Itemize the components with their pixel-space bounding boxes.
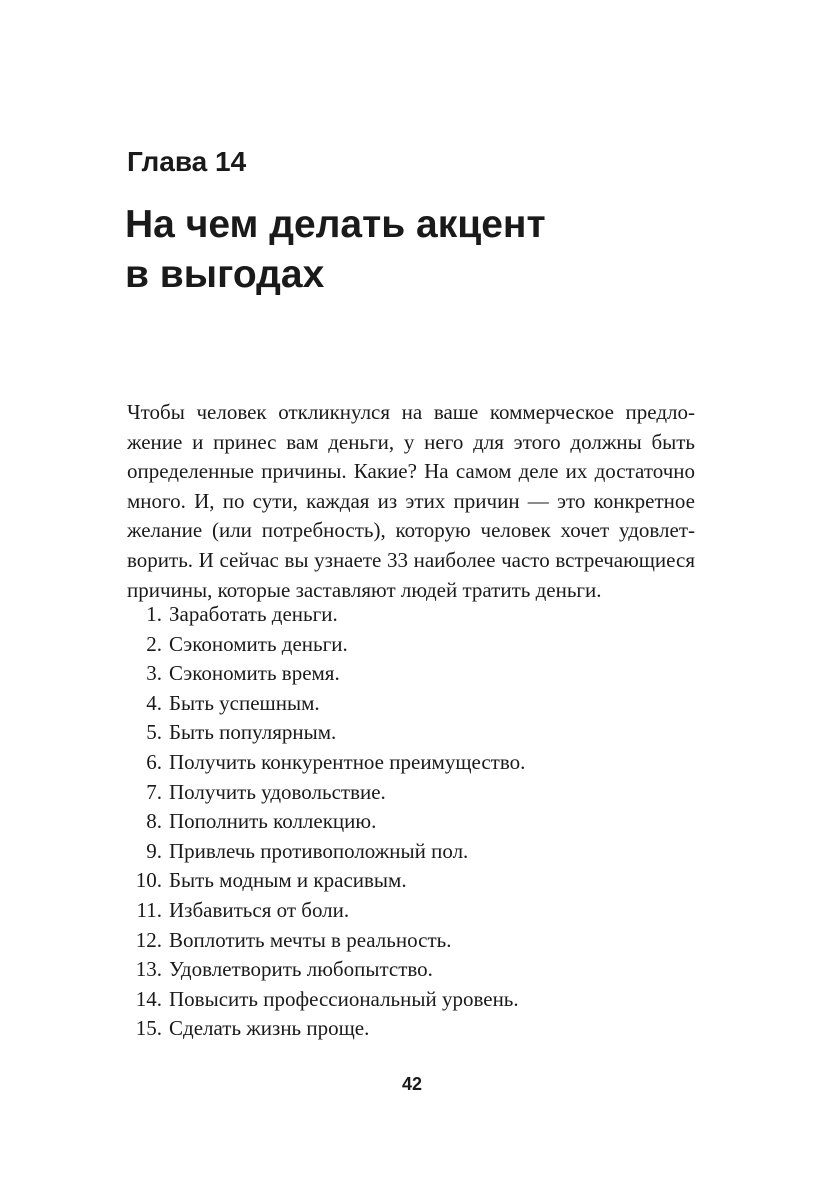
list-item-number: 5.: [146, 720, 162, 745]
list-item: [127, 1014, 525, 1044]
paragraph-line: определенные причины. Какие? На самом деле их достаточно: [127, 459, 695, 484]
list-item-text: Получить конкурентное преимущество.: [169, 749, 526, 774]
list-item-number: 7.: [146, 779, 162, 804]
list-item: [127, 955, 525, 985]
paragraph-line: желание (или потребность), которую человек хочет удовлет-: [127, 518, 695, 543]
list-item-text: Сэкономить деньги.: [169, 631, 348, 656]
list-item: [127, 600, 525, 630]
list-item: [127, 689, 525, 719]
chapter-title: [125, 200, 546, 300]
list-item: [127, 985, 525, 1015]
list-item-number: 11.: [136, 897, 162, 922]
list-item-number: 14.: [135, 986, 162, 1011]
list-item-number: 4.: [146, 690, 162, 715]
title-line: в выгодах: [125, 253, 325, 296]
paragraph-line: Чтобы человек откликнулся на ваше коммерческое предло-: [127, 400, 695, 424]
paragraph-line: ворить. И сейчас вы узнаете 33 наиболее часто встречающиеся: [127, 547, 695, 572]
title-line: На чем делать акцент: [125, 203, 546, 246]
list-item-text: Заработать деньги.: [169, 602, 338, 626]
list-item-number: 12.: [135, 927, 162, 952]
list-item-text: Пополнить коллекцию.: [169, 809, 377, 834]
list-item-text: Быть модным и красивым.: [169, 868, 407, 893]
paragraph-line: причины, которые заставляют людей тратить деньги.: [127, 577, 602, 602]
list-item-text: Повысить профессиональный уровень.: [169, 986, 519, 1011]
list-item: [127, 718, 525, 748]
list-item: [127, 778, 525, 808]
paragraph-line: много. И, по сути, каждая из этих причин — это конкретное: [127, 488, 695, 513]
list-item: [127, 926, 525, 956]
list-item-number: 6.: [146, 749, 162, 774]
list-item-number: 10.: [135, 868, 162, 893]
list-item-text: Сделать жизнь проще.: [169, 1016, 370, 1041]
list-item-number: 2.: [146, 631, 162, 656]
list-item: [127, 807, 525, 837]
paragraph-line: жение и принес вам деньги, у него для этого должны быть: [127, 429, 695, 454]
reasons-list: [127, 600, 525, 1044]
list-item: [127, 896, 525, 926]
chapter-label: Глава 14: [127, 146, 247, 177]
list-item-text: Быть успешным.: [169, 690, 320, 715]
list-item-number: 3.: [146, 661, 162, 686]
list-item-text: Удовлетворить любопытство.: [169, 957, 433, 982]
list-item: [127, 630, 525, 660]
list-item-number: 13.: [135, 957, 162, 982]
list-item: [127, 659, 525, 689]
list-item-text: Быть популярным.: [169, 720, 337, 745]
list-item-text: Избавиться от боли.: [169, 897, 350, 922]
list-item: [127, 748, 525, 778]
list-item-number: 15.: [135, 1016, 162, 1041]
list-item-number: 9.: [146, 838, 162, 863]
list-item-text: Привлечь противоположный пол.: [169, 838, 469, 863]
list-item-number: 8.: [146, 809, 162, 834]
list-item-text: Воплотить мечты в реальность.: [169, 927, 452, 952]
intro-paragraph: [127, 398, 695, 605]
list-item: [127, 866, 525, 896]
list-item: [127, 837, 525, 867]
list-item-number: 1.: [146, 602, 162, 626]
page-number: 42: [401, 1074, 423, 1094]
list-item-text: Сэкономить время.: [169, 661, 340, 686]
list-item-text: Получить удовольствие.: [169, 779, 386, 804]
